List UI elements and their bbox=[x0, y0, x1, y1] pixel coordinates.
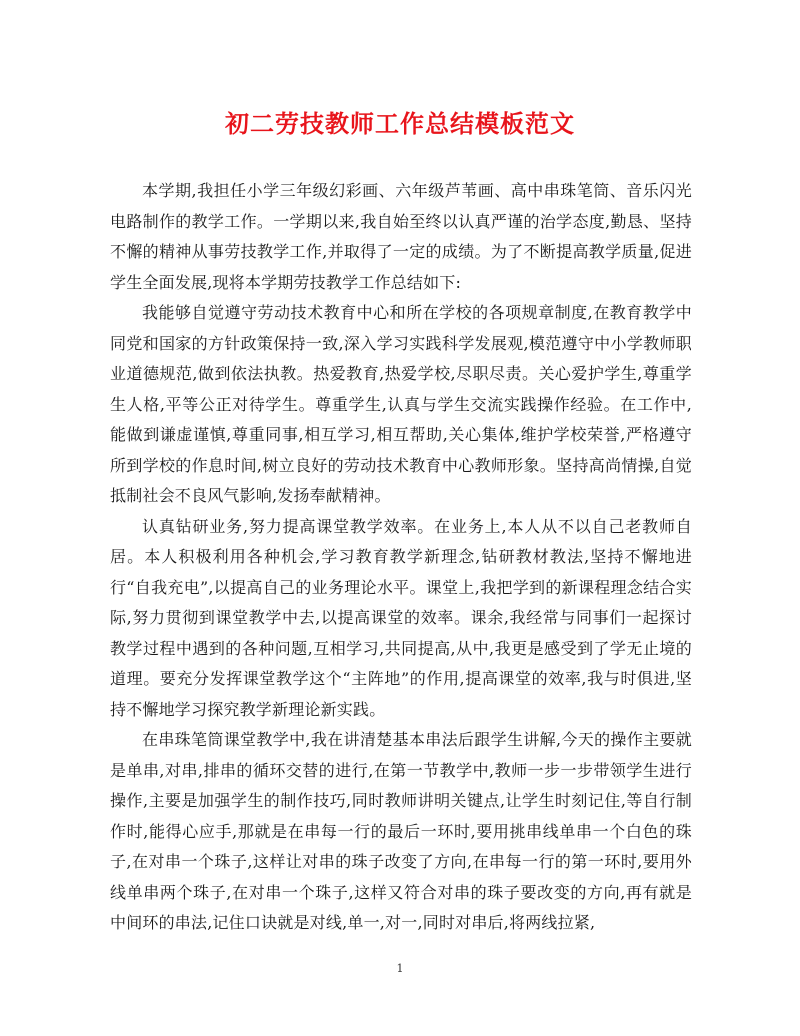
paragraph-1: 本学期,我担任小学三年级幻彩画、六年级芦苇画、高中串珠笔筒、音乐闪光电路制作的教学工作。一学期以来,我自始至终以认真严谨的治学态度,勤恳、坚持不懈的精神从事劳技教学工作,并取得了一定的成绩。为了不断提高教学质量,促进学生全面发展,现将本学期劳技教学工作总结如下: bbox=[110, 181, 692, 292]
paragraph-2: 我能够自觉遵守劳动技术教育中心和所在学校的各项规章制度,在教育教学中同党和国家的方针政策保持一致,深入学习实践科学发展观,模范遵守中小学教师职业道德规范,做到依法执教。热爱教育,热爱学校,尽职尽责。关心爱护学生,尊重学生人格,平等公正对待学生。尊重学生,认真与学生交流实践操作经验。在工作中,能做到谦虚谨慎,尊重同事,相互学习,相互帮助,关心集体,维护学校荣誉,严格遵守所到学校的作息时间,树立良好的劳动技术教育中心教师形象。坚持高尚情操,自觉抵制社会不良风气影响,发扬奉献精神。 bbox=[110, 303, 692, 505]
document-body bbox=[110, 176, 692, 939]
paragraph-3: 认真钻研业务,努力提高课堂教学效率。在业务上,本人从不以自己老教师自居。本人积极利用各种机会,学习教育教学新理念,钻研教材教法,坚持不懈地进行“自我充电”,以提高自己的业务理论水平。课堂上,我把学到的新课程理念结合实际,努力贯彻到课堂教学中去,以提高课堂的效率。课余,我经常与同事们一起探讨教学过程中遇到的各种问题,互相学习,共同提高,从中,我更是感受到了学无止境的道理。要充分发挥课堂教学这个“主阵地”的作用,提高课堂的效率,我与时俱进,坚持不懈地学习探究教学新理论新实践。 bbox=[110, 516, 692, 719]
paragraph-4: 在串珠笔筒课堂教学中,我在讲清楚基本串法后跟学生讲解,今天的操作主要就是单串,对串,排串的循环交替的进行,在第一节教学中,教师一步一步带领学生进行操作,主要是加强学生的制作技巧,同时教师讲明关键点,让学生时刻记住,等自行制作时,能得心应手,那就是在串每一行的最后一环时,要用挑串线单串一个白色的珠子,在对串一个珠子,这样让对串的珠子改变了方向,在串每一行的第一环时,要用外线单串两个珠子,在对串一个珠子,这样又符合对串的珠子要改变的方向,再有就是中间环的串法,记住口诀就是对线,单一,对一,同时对串后,将两线拉紧, bbox=[110, 730, 692, 932]
document-title: 初二劳技教师工作总结模板范文 bbox=[225, 109, 575, 138]
page-number: 1 bbox=[396, 962, 404, 975]
